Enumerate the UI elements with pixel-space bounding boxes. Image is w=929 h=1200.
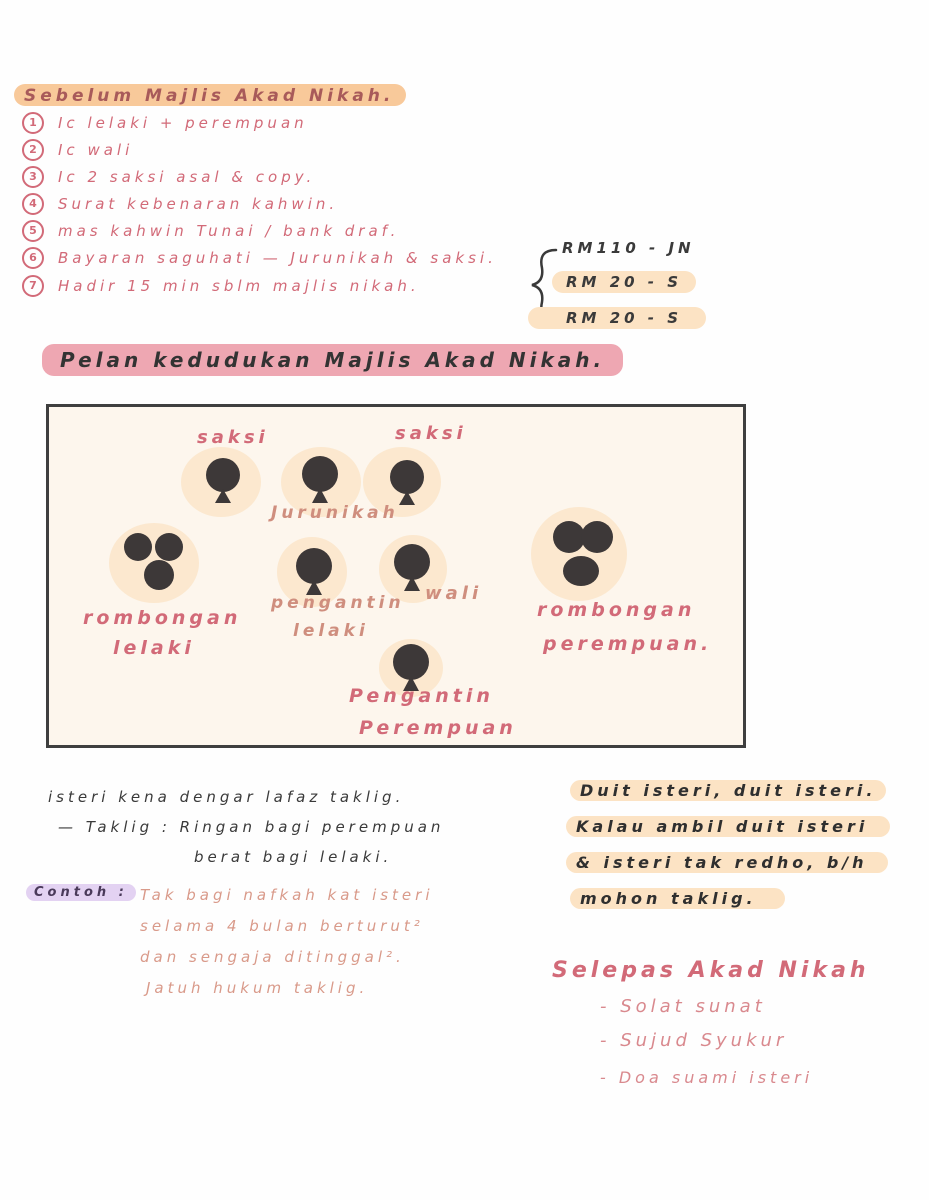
- contoh-line: selama 4 bulan berturut²: [140, 917, 424, 935]
- taklik-note: [48, 782, 444, 872]
- saksi-person-icon: [389, 459, 425, 509]
- taklik-line: — Taklig : Ringan bagi perempuan: [58, 818, 445, 836]
- taklik-line: berat bagi lelaki.: [194, 848, 393, 866]
- list-item: [22, 112, 308, 134]
- seating-plan-box: [46, 404, 746, 748]
- after-item: - Solat sunat: [600, 996, 766, 1017]
- label-wali: wali: [425, 583, 483, 604]
- section-title-before: Sebelum Majlis Akad Nikah.: [14, 84, 406, 106]
- list-item: [22, 166, 315, 188]
- label-rombongan-lelaki: rombongan: [83, 607, 242, 629]
- label-pengantin-lelaki: lelaki: [293, 621, 369, 641]
- list-item-text: Ic lelaki + perempuan: [58, 114, 308, 132]
- list-item-text: Ic 2 saksi asal & copy.: [58, 168, 316, 186]
- rombongan-perempuan-group-icon: [549, 519, 617, 589]
- label-rombongan-lelaki: lelaki: [113, 637, 195, 659]
- fee-saksi: RM 20 - S: [528, 307, 706, 329]
- jurunikah-person-icon: [301, 455, 339, 507]
- list-item: [22, 275, 420, 297]
- contoh-line: dan sengaja ditinggal².: [140, 948, 405, 966]
- contoh-line: Jatuh hukum taklig.: [146, 979, 369, 997]
- duit-line: Duit isteri, duit isteri.: [570, 780, 886, 801]
- taklik-line: isteri kena dengar lafaz taklig.: [48, 788, 405, 806]
- contoh-line: Tak bagi nafkah kat isteri: [140, 886, 434, 904]
- number-badge: 5: [22, 220, 44, 242]
- number-badge: 7: [22, 275, 44, 297]
- label-saksi: saksi: [395, 423, 467, 444]
- duit-line: & isteri tak redho, b/h: [566, 852, 888, 873]
- list-item-text: mas kahwin Tunai / bank draf.: [58, 222, 400, 240]
- list-item: [22, 247, 497, 269]
- label-jurunikah: Jurunikah: [271, 503, 399, 523]
- label-pengantin-perempuan: Pengantin: [349, 685, 494, 707]
- duit-line: mohon taklig.: [570, 888, 785, 909]
- after-item: - Doa suami isteri: [600, 1068, 814, 1087]
- list-item: [22, 220, 399, 242]
- pengantin-lelaki-person-icon: [295, 547, 333, 599]
- list-item-text: Ic wali: [58, 141, 134, 159]
- list-item-text: Surat kebenaran kahwin.: [58, 195, 339, 213]
- label-saksi: saksi: [197, 427, 269, 448]
- list-item: [22, 139, 133, 161]
- number-badge: 4: [22, 193, 44, 215]
- list-item-text: Hadir 15 min sblm majlis nikah.: [58, 277, 420, 295]
- label-pengantin-lelaki: pengantin: [271, 593, 405, 613]
- number-badge: 6: [22, 247, 44, 269]
- after-item: - Sujud Syukur: [600, 1030, 788, 1051]
- duit-line: Kalau ambil duit isteri: [566, 816, 890, 837]
- number-badge: 2: [22, 139, 44, 161]
- rombongan-lelaki-group-icon: [121, 531, 191, 591]
- plan-title: Pelan kedudukan Majlis Akad Nikah.: [42, 344, 623, 376]
- fee-saksi: RM 20 - S: [552, 271, 696, 293]
- contoh-text: [140, 880, 434, 1004]
- list-item-text: Bayaran saguhati — Jurunikah & saksi.: [58, 249, 497, 267]
- contoh-badge: Contoh :: [26, 884, 136, 901]
- saksi-person-icon: [205, 457, 241, 507]
- fee-jurunikah: RM110 - JN: [562, 239, 695, 257]
- number-badge: 3: [22, 166, 44, 188]
- label-pengantin-perempuan: Perempuan: [359, 717, 517, 739]
- label-rombongan-perempuan: perempuan.: [543, 633, 713, 655]
- label-rombongan-perempuan: rombongan: [537, 599, 696, 621]
- list-item: [22, 193, 338, 215]
- number-badge: 1: [22, 112, 44, 134]
- after-title: Selepas Akad Nikah: [552, 958, 870, 983]
